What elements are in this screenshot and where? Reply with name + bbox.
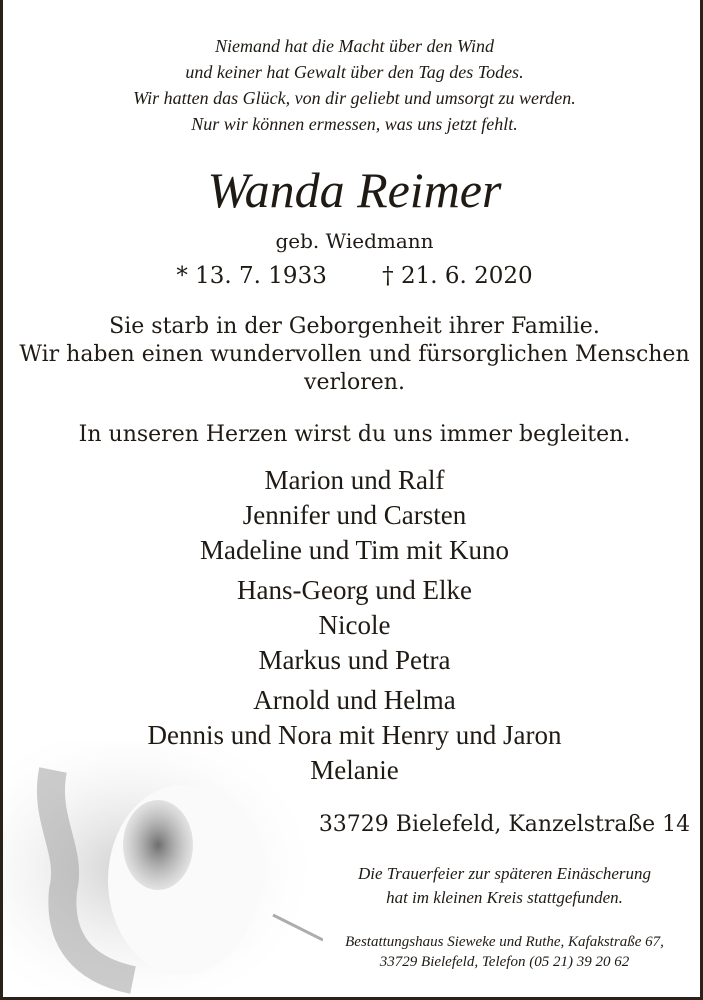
message-line: Wir haben einen wundervollen und fürsorglichen Menschen: [19, 342, 690, 367]
undertaker-info: [303, 932, 700, 972]
message-line: Sie starb in der Geborgenheit ihrer Familie.: [109, 314, 600, 339]
dates: [3, 263, 700, 289]
farewell-line: In unseren Herzen wirst du uns immer begleiten.: [78, 422, 631, 447]
undertaker-line: 33729 Bielefeld, Telefon (05 21) 39 20 62: [379, 954, 630, 970]
ceremony-note: [303, 862, 700, 910]
address: 33729 Bielefeld, Kanzelstraße 14: [318, 812, 691, 837]
mourner: Dennis und Nora mit Henry und Jaron: [147, 720, 562, 750]
ceremony-line: Die Trauerfeier zur späteren Einäscherung: [357, 864, 652, 883]
verse-line: und keiner hat Gewalt über den Tag des Todes.: [185, 62, 524, 82]
verse-line: Wir hatten das Glück, von dir geliebt und umsorgt zu werden.: [133, 88, 576, 108]
family-group: [3, 573, 700, 678]
death-date: † 21. 6. 2020: [382, 263, 533, 289]
mourner: Nicole: [318, 610, 391, 640]
birth-name: geb. Wiedmann: [275, 229, 434, 253]
mourner: Jennifer und Carsten: [242, 500, 467, 530]
message: [3, 313, 700, 397]
ceremony-line: hat im kleinen Kreis stattgefunden.: [386, 888, 623, 907]
obituary: [3, 0, 700, 997]
mourner: Arnold und Helma: [253, 685, 456, 715]
deceased-name: Wanda Reimer: [207, 162, 502, 218]
verse-line: Niemand hat die Macht über den Wind: [215, 36, 494, 56]
verse-line: Nur wir können ermessen, was uns jetzt fehlt.: [191, 114, 518, 134]
verse: [3, 33, 700, 137]
mourner: Melanie: [310, 755, 399, 785]
mourner: Madeline und Tim mit Kuno: [199, 535, 510, 565]
family-group: [3, 463, 700, 568]
mourner: Marion und Ralf: [264, 465, 445, 495]
message-line: verloren.: [304, 370, 405, 395]
mourner: Markus und Petra: [258, 645, 451, 675]
mourner: Hans-Georg und Elke: [237, 575, 472, 605]
birth-date: * 13. 7. 1933: [176, 263, 327, 289]
undertaker-line: Bestattungshaus Sieweke und Ruthe, Kafakstraße 67,: [345, 934, 664, 950]
family-group: [3, 683, 700, 788]
